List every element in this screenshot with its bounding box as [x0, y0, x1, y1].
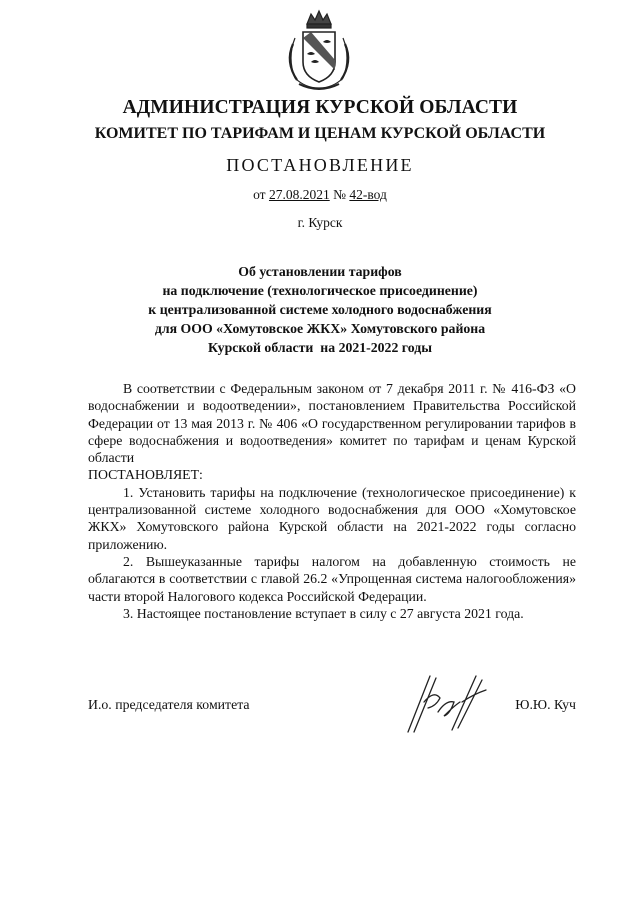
document-number: 42-вод: [349, 187, 387, 202]
item-3-paragraph: 3. Настоящее постановление вступает в силу с 27 августа 2021 года.: [123, 605, 524, 621]
coat-of-arms-icon: [281, 8, 357, 92]
title-line: для ООО «Хомутовское ЖКХ» Хомутовского района: [154, 321, 486, 336]
document-title: [0, 262, 640, 357]
document-date: 27.08.2021: [268, 187, 330, 202]
item-1-paragraph: 1. Установить тарифы на подключение (технологическое присоединение) к централизованной системе холодного водоснабжения для ООО «Хомутовское ЖКХ» Хомутовского района Курской области на 2021-2022 годы согласно приложению.: [88, 484, 576, 552]
handwritten-signature-icon: [400, 672, 492, 736]
title-line: Об установлении тарифов: [238, 264, 402, 279]
administration-heading: АДМИНИСТРАЦИЯ КУРСКОЙ ОБЛАСТИ: [122, 97, 518, 118]
document-date-number: [0, 187, 640, 203]
signatory-position: И.о. председателя комитета: [88, 697, 250, 712]
number-sign: №: [333, 187, 346, 202]
document-type: ПОСТАНОВЛЕНИЕ: [226, 155, 414, 175]
item-2-paragraph: 2. Вышеуказанные тарифы налогом на добавленную стоимость не облагаются в соответствии с главой 26.2 «Упрощенная система налогообложения» части второй Налогового кодекса Российской Федерации.: [88, 553, 576, 604]
title-line: Курской области на 2021-2022 годы: [208, 340, 432, 355]
preamble-paragraph: В соответствии с Федеральным законом от 7 декабря 2011 г. № 416-ФЗ «О водоснабжении и водоотведении», постановлением Правительства Российской Федерации от 13 мая 2013 г. № 406 «О государственном регулировании тарифов в сфере водоснабжения и водоотведения» комитет по тарифам и ценам Курской области: [88, 381, 576, 466]
title-line: на подключение (технологическое присоединение): [162, 283, 478, 298]
document-body: [88, 380, 576, 622]
decree-word: ПОСТАНОВЛЯЕТ:: [88, 467, 203, 483]
committee-heading: КОМИТЕТ ПО ТАРИФАМ И ЦЕНАМ КУРСКОЙ ОБЛАСТИ: [94, 125, 546, 142]
title-line: к централизованной системе холодного водоснабжения: [148, 302, 492, 317]
signatory-name: Ю.Ю. Куч: [515, 697, 576, 712]
document-city: г. Курск: [297, 215, 343, 230]
date-prefix: от: [253, 187, 266, 202]
